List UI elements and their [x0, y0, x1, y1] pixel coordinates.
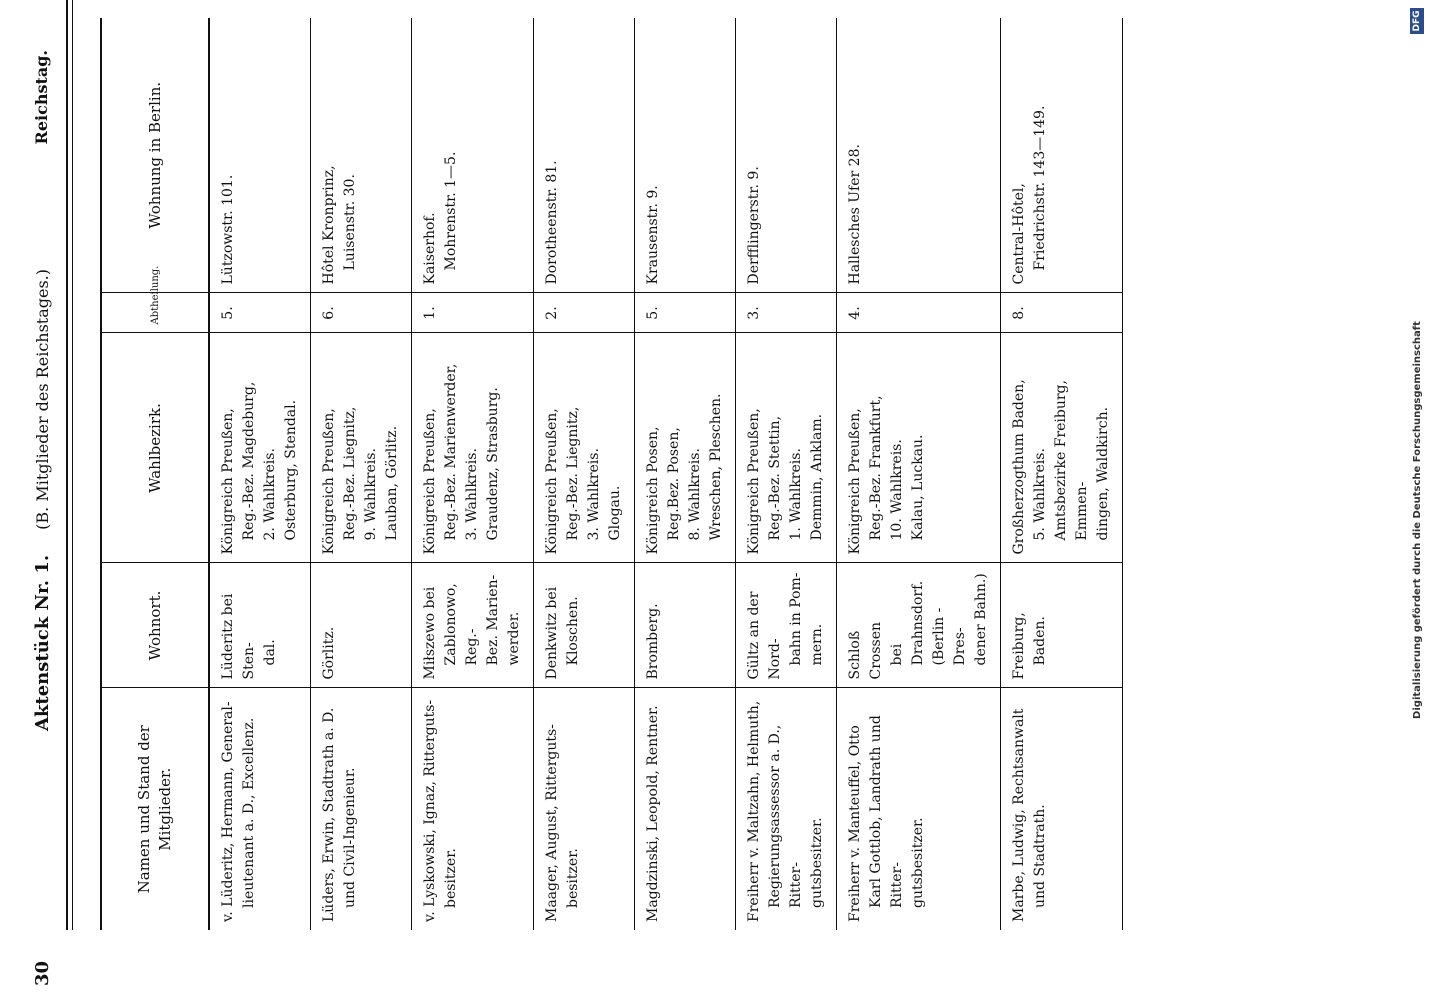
wohnung-line: Krausenstr. 9. [645, 185, 661, 285]
wohnort-cell [1001, 563, 1123, 688]
wohnung-cell [837, 18, 1001, 293]
wahlbezirk-cell [209, 333, 311, 563]
wohnort-line: Görlitz. [321, 626, 337, 680]
member-name-cell [1001, 688, 1123, 930]
abteilung-cell [534, 293, 635, 333]
abteilung-value: 8. [1011, 306, 1027, 320]
page-number: 30 [32, 960, 53, 986]
abteilung-cell [209, 293, 311, 333]
wohnung-line: Luisenstr. 30. [342, 174, 358, 271]
wohnung-line: Derfflingerstr. 9. [746, 166, 762, 285]
col-header-name: Namen und Stand der Mitglieder. [101, 688, 209, 930]
wohnort-line: Baden. [1032, 616, 1048, 666]
name-line: Freiherr v. Maltzahn, Helmuth, [746, 700, 762, 922]
name-line: Freiherr v. Manteuffel, Otto [847, 725, 863, 922]
wahlbezirk-line: Reg.-Bez. Magdeburg, [241, 381, 257, 541]
table-row [837, 18, 1001, 930]
wahlbezirk-line: Großherzogthum Baden, [1011, 379, 1027, 555]
wahlbezirk-line: Lauban, Görlitz. [384, 425, 400, 541]
name-line: Maager, August, Ritterguts- [544, 724, 560, 922]
wohnung-cell [1001, 18, 1123, 293]
wohnort-line: Denkwitz bei [544, 586, 560, 680]
abteilung-cell [311, 293, 412, 333]
wahlbezirk-cell [1001, 333, 1123, 563]
wahlbezirk-line: Amtsbezirke Freiburg, Emmen- [1053, 380, 1090, 541]
name-line: und Stadtrath. [1032, 804, 1048, 908]
wohnort-cell [736, 563, 837, 688]
wahlbezirk-line: 2. Wahlkreis. [262, 448, 278, 541]
wahlbezirk-line: 10. Wahlkreis. [889, 439, 905, 541]
wahlbezirk-line: Reg.-Bez. Frankfurt, [868, 395, 884, 541]
member-name-cell [635, 688, 736, 930]
col-header-wahlbezirk: Wahlbezirk. [101, 333, 209, 563]
wahlbezirk-line: Königreich Preußen, [544, 408, 560, 555]
wahlbezirk-line: 3. Wahlkreis. [464, 448, 480, 541]
name-line: Lüders, Erwin, Stadtrath a. D. [321, 707, 337, 922]
wohnung-cell [736, 18, 837, 293]
wohnort-line: Gültz an der Nord- [746, 591, 783, 680]
wohnung-line: Central-Hôtel, [1011, 183, 1027, 285]
wahlbezirk-line: Königreich Preußen, [321, 408, 337, 555]
wohnort-cell [837, 563, 1001, 688]
member-name-cell [311, 688, 412, 930]
col-header-abteilung: Abtheilung. [101, 293, 209, 333]
wahlbezirk-line: 5. Wahlkreis. [1032, 448, 1048, 541]
wahlbezirk-line: Königreich Preußen, [847, 408, 863, 555]
wohnort-cell [534, 563, 635, 688]
wahlbezirk-line: Demmin, Anklam. [809, 413, 825, 541]
name-line: gutsbesitzer. [809, 817, 825, 908]
wohnort-line: Freiburg, [1011, 612, 1027, 680]
abteilung-value: 5. [220, 306, 236, 320]
wohnung-cell [311, 18, 412, 293]
wohnort-line: Bez. Marien- [485, 574, 501, 666]
wohnung-line: Kaiserhof. [422, 212, 438, 285]
table-row [1001, 18, 1123, 930]
col-header-wohnort: Wohnort. [101, 563, 209, 688]
title-text: Aktenstück Nr. 1. [32, 554, 53, 732]
name-line: Regierungsassessor a. D., Ritter- [767, 724, 804, 908]
name-line: und Civil-Ingenieur. [342, 767, 358, 908]
wahlbezirk-line: 9. Wahlkreis. [363, 448, 379, 541]
page-title [32, 0, 53, 1000]
wohnung-cell [412, 18, 534, 293]
wohnung-cell [209, 18, 311, 293]
wohnort-line: dal. [262, 639, 278, 666]
header-rule-thin [72, 0, 73, 930]
subtitle-text: (B. Mitglieder des Reichstages.) [33, 268, 52, 530]
member-name-cell [736, 688, 837, 930]
abteilung-value: 3. [746, 306, 762, 320]
wohnort-cell [412, 563, 534, 688]
wohnung-cell [635, 18, 736, 293]
table-body [209, 18, 1123, 930]
wahlbezirk-line: Reg.-Bez. Stettin, [767, 415, 783, 541]
wohnort-cell [311, 563, 412, 688]
wohnort-line: Kloschen. [565, 596, 581, 666]
wohnort-line: bei Drahnsdorf. [889, 580, 926, 666]
member-name-cell [209, 688, 311, 930]
abteilung-cell [635, 293, 736, 333]
wohnung-line: Mohrenstr. 1—5. [443, 151, 459, 271]
page-header [20, 0, 80, 1000]
abteilung-value: 1. [422, 306, 438, 320]
wahlbezirk-line: Osterburg, Stendal. [283, 399, 299, 541]
name-line: gutsbesitzer. [910, 817, 926, 908]
wahlbezirk-line: 1. Wahlkreis. [788, 448, 804, 541]
wohnung-line: Dorotheenstr. 81. [544, 160, 560, 285]
wahlbezirk-line: Reg.-Bez. Marienwerder, [443, 363, 459, 541]
wohnort-line: Zablonowo, Reg.- [443, 583, 480, 666]
wahlbezirk-line: Reg.Bez. Posen, [666, 427, 682, 541]
wahlbezirk-line: Reg.-Bez. Liegnitz, [342, 406, 358, 541]
wahlbezirk-line: Wreschen, Pleschen. [708, 393, 724, 541]
wohnort-line: werder. [506, 611, 522, 666]
table-row [635, 18, 736, 930]
header-rule [66, 0, 68, 930]
dfg-logo: DFG [1410, 8, 1424, 34]
wahlbezirk-line: Kalau, Luckau. [910, 434, 926, 541]
wohnort-line: bahn in Pom- [788, 572, 804, 666]
wahlbezirk-line: dingen, Waldkirch. [1095, 406, 1111, 541]
name-line: besitzer. [565, 848, 581, 908]
wohnort-line: Bromberg. [645, 603, 661, 680]
name-line: besitzer. [443, 848, 459, 908]
table-row [311, 18, 412, 930]
wahlbezirk-cell [736, 333, 837, 563]
wahlbezirk-line: Königreich Preußen, [746, 408, 762, 555]
member-name-cell [534, 688, 635, 930]
wohnung-line: Hallesches Ufer 28. [847, 144, 863, 285]
abteilung-value: 6. [321, 306, 337, 320]
wahlbezirk-line: Reg.-Bez. Liegnitz, [565, 406, 581, 541]
name-line: lieutenant a. D., Excellenz. [241, 717, 257, 908]
wohnort-cell [635, 563, 736, 688]
name-line: v. Lyskowski, Ignaz, Ritterguts- [422, 699, 438, 922]
wohnort-line: mern. [809, 623, 825, 666]
name-line: Magdzinski, Leopold, Rentner. [645, 705, 661, 922]
table-row [412, 18, 534, 930]
wahlbezirk-line: Königreich Posen, [645, 426, 661, 555]
wohnung-line: Lützowstr. 101. [220, 174, 236, 285]
table-header [101, 18, 209, 930]
wahlbezirk-line: 8. Wahlkreis. [687, 448, 703, 541]
col-header-wohnung: Wohnung in Berlin. [101, 18, 209, 293]
wohnung-cell [534, 18, 635, 293]
wahlbezirk-cell [412, 333, 534, 563]
abteilung-value: 2. [544, 306, 560, 320]
name-line: Marbe, Ludwig, Rechtsanwalt [1011, 708, 1027, 922]
wahlbezirk-line: Graudenz, Strasburg. [485, 387, 501, 541]
wohnort-line: Miłszewo bei [422, 586, 438, 680]
imprint: Digitalisierung gefördert durch die Deutsche Forschungsgemeinschaft [1412, 321, 1423, 719]
table-row [209, 18, 311, 930]
members-table [100, 18, 1123, 930]
wahlbezirk-cell [534, 333, 635, 563]
wahlbezirk-cell [311, 333, 412, 563]
wohnung-line: Friedrichstr. 143—149. [1032, 105, 1048, 271]
wohnort-line: (Berlin - Dres- [931, 607, 968, 666]
abteilung-cell [1001, 293, 1123, 333]
abteilung-cell [412, 293, 534, 333]
running-title: Reichstag. [32, 50, 51, 145]
abteilung-value: 4. [847, 306, 863, 320]
wahlbezirk-cell [837, 333, 1001, 563]
wahlbezirk-line: Königreich Preußen, [422, 408, 438, 555]
wohnort-cell [209, 563, 311, 688]
wohnung-line: Hôtel Kronprinz, [321, 165, 337, 285]
wahlbezirk-cell [635, 333, 736, 563]
abteilung-cell [837, 293, 1001, 333]
wahlbezirk-line: Königreich Preußen, [220, 408, 236, 555]
member-name-cell [412, 688, 534, 930]
table-row [534, 18, 635, 930]
wahlbezirk-line: Glogau. [607, 485, 623, 541]
name-line: v. Lüderitz, Hermann, General- [220, 701, 236, 922]
abteilung-cell [736, 293, 837, 333]
wohnort-line: Schloß Crossen [847, 621, 884, 680]
member-name-cell [837, 688, 1001, 930]
table-row [736, 18, 837, 930]
wohnort-line: dener Bahn.) [973, 573, 989, 666]
abteilung-value: 5. [645, 306, 661, 320]
name-line: Karl Gottlob, Landrath und Ritter- [868, 715, 905, 908]
wahlbezirk-line: 3. Wahlkreis. [586, 448, 602, 541]
wohnort-line: Lüderitz bei Sten- [220, 593, 257, 680]
